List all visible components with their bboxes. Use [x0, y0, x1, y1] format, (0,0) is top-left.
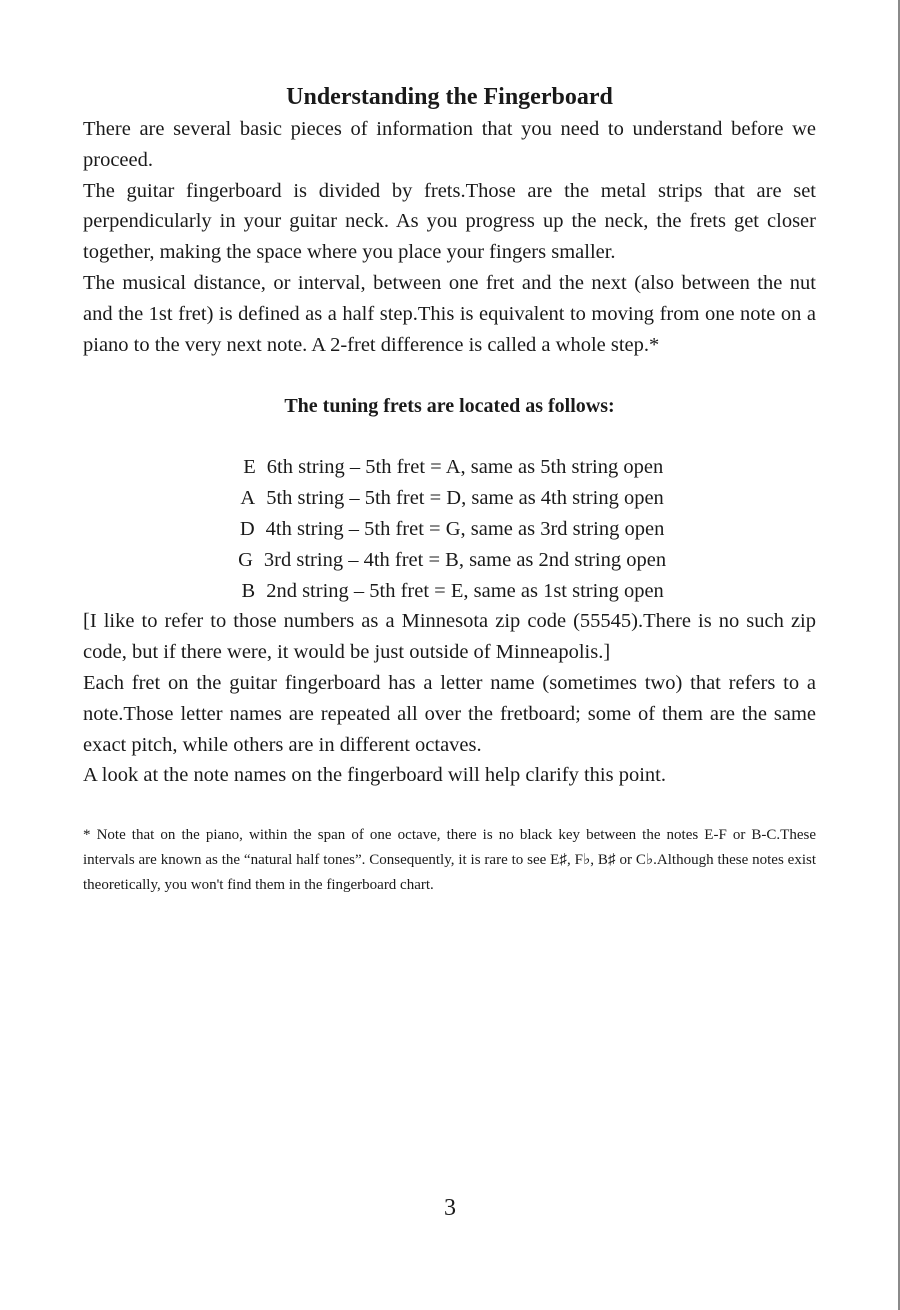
footnote: * Note that on the piano, within the span of one octave, there is no black key between the notes E-F or B-C.These intervals are known as the “natural half tones”. Consequently, it is rare to see E♯, F♭, B♯ or C♭.Although these notes exist theoretically, you won't find them in the fingerboard chart. [83, 827, 816, 894]
paragraph-frets: The guitar fingerboard is divided by frets.Those are the metal strips that are set perpendicularly in your guitar neck. As you progress up the neck, the frets get closer together, making the space where you place your fingers smaller. [83, 179, 816, 264]
tuning-list [83, 452, 816, 606]
paragraph-note-names: A look at the note names on the fingerboard will help clarify this point. [83, 764, 666, 787]
tuning-string-letter: B [241, 579, 256, 602]
paragraph-intro: There are several basic pieces of information that you need to understand before we proceed. [83, 118, 816, 171]
paragraph-interval: The musical distance, or interval, between one fret and the next (also between the nut and the 1st fret) is defined as a half step.This is equivalent to moving from one note on a piano to the very next note. A 2-fret difference is called a whole step.* [83, 271, 816, 356]
tuning-heading: The tuning frets are located as follows: [284, 395, 615, 418]
tuning-instruction: 6th string – 5th fret = A, same as 5th string open [266, 456, 664, 479]
tuning-row [83, 545, 816, 576]
tuning-string-letter: G [238, 548, 253, 571]
paragraph-letter-names: Each fret on the guitar fingerboard has a letter name (sometimes two) that refers to a note.Those letter names are repeated all over the fretboard; some of them are the same exact pitch, while others are in different octaves. [83, 671, 816, 756]
tuning-row [83, 514, 816, 545]
tuning-instruction: 5th string – 5th fret = D, same as 4th string open [266, 487, 664, 510]
tuning-instruction: 2nd string – 5th fret = E, same as 1st string open [266, 579, 664, 602]
tuning-string-letter: A [240, 487, 256, 510]
tuning-instruction: 4th string – 5th fret = G, same as 3rd string open [265, 517, 665, 540]
page-content [83, 80, 816, 898]
page-title: Understanding the Fingerboard [286, 84, 613, 110]
tuning-row [83, 576, 816, 607]
page-number: 3 [444, 1195, 456, 1221]
tuning-row [83, 483, 816, 514]
paragraph-zip-code: [I like to refer to those numbers as a Minnesota zip code (55545).There is no such zip code, but if there were, it would be just outside of Minneapolis.] [83, 610, 816, 664]
tuning-string-letter: E [243, 456, 256, 479]
tuning-row [83, 452, 816, 483]
tuning-string-letter: D [239, 517, 255, 540]
tuning-instruction: 3rd string – 4th fret = B, same as 2nd string open [263, 548, 667, 571]
